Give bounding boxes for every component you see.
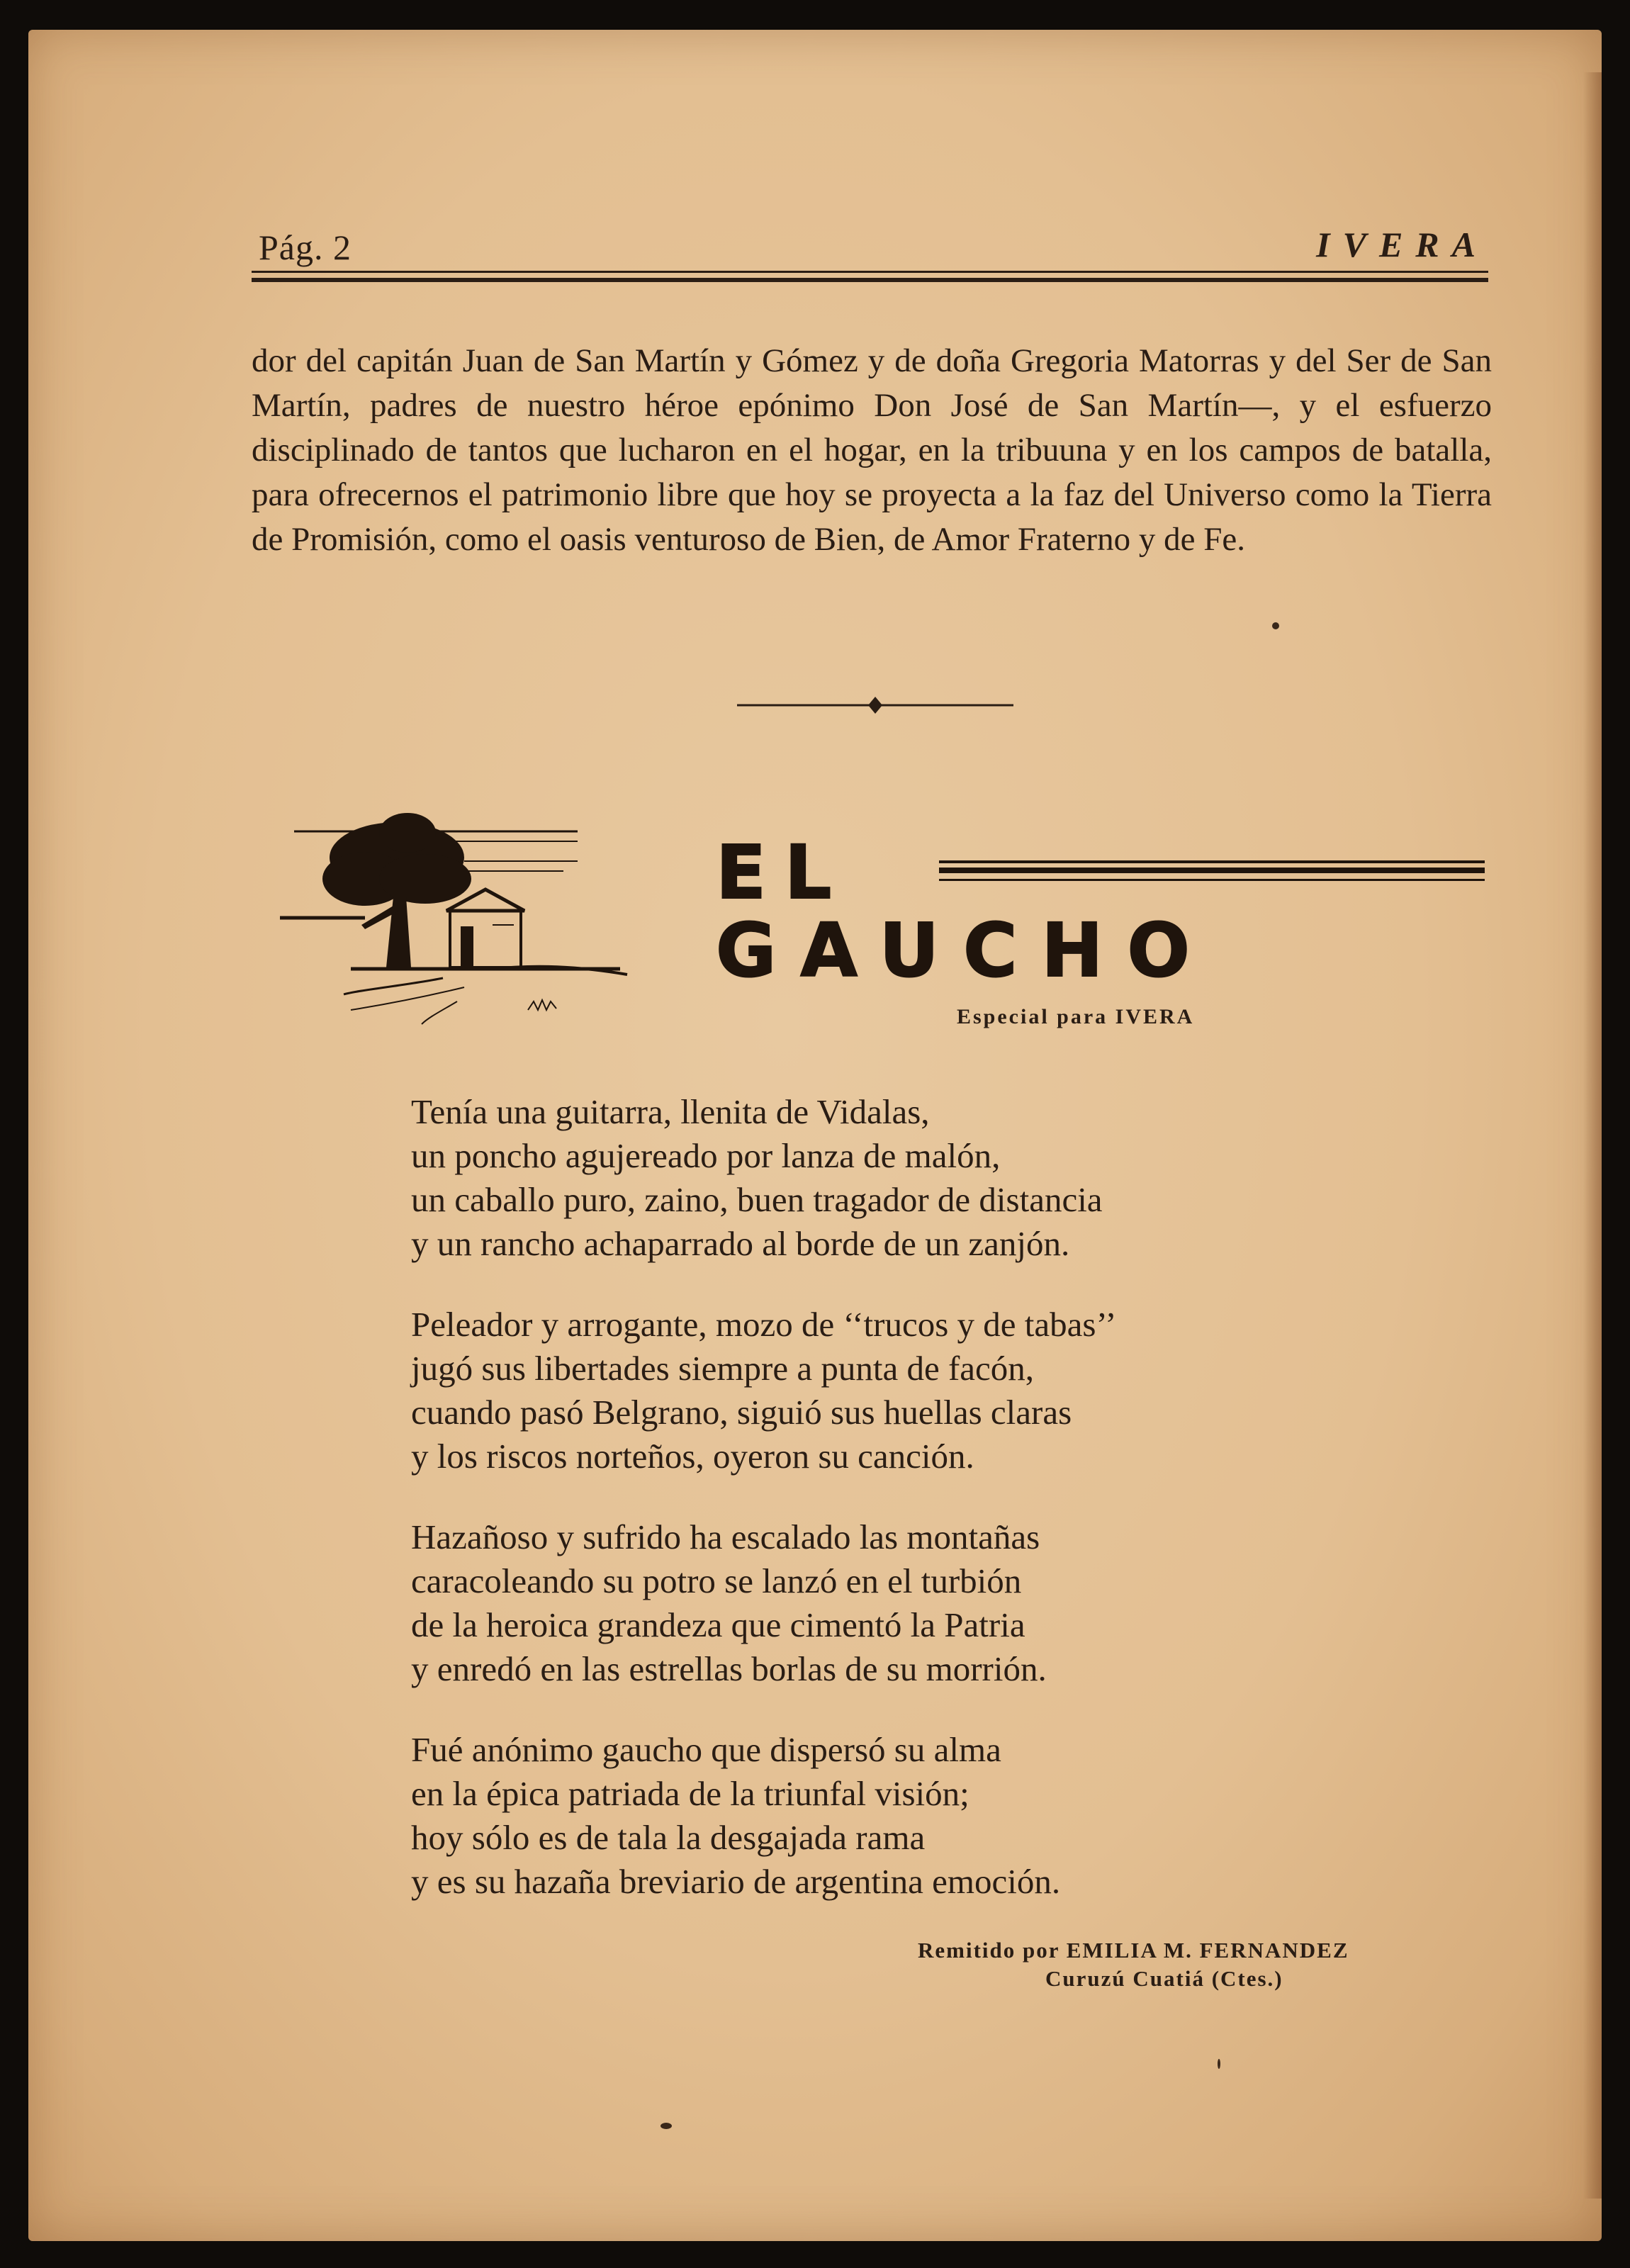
poem-verse: y enredó en las estrellas borlas de su morrión. [411, 1649, 1047, 1688]
poem-stanza [411, 1515, 1389, 1691]
sender-location: Curuzú Cuatiá (Ctes.) [1045, 1966, 1283, 1991]
poem-stanza [411, 1303, 1389, 1478]
section-divider-ornament [737, 691, 1013, 719]
poem-stanza [411, 1090, 1389, 1266]
masthead-title: IVERA [1316, 225, 1488, 264]
sender-name: Remitido por EMILIA M. FERNANDEZ [918, 1938, 1349, 1963]
poem-verse: un poncho agujereado por lanza de malón, [411, 1136, 1001, 1175]
title-rule-bottom [939, 879, 1485, 881]
poem-verse: de la heroica grandeza que cimentó la Patria [411, 1605, 1025, 1644]
poem-verse: y un rancho achaparrado al borde de un zanjón. [411, 1224, 1070, 1263]
sender-credit [918, 1936, 1349, 1993]
poem-title-line1: EL [716, 829, 850, 916]
poem-verse: caracoleando su potro se lanzó en el turbión [411, 1561, 1022, 1600]
header-rule-thick [252, 278, 1488, 282]
ink-speck [1272, 622, 1279, 629]
header-rule-thin [252, 271, 1488, 273]
title-rule-middle [939, 868, 1485, 873]
poem-verse: en la épica patriada de la triunfal visión; [411, 1774, 969, 1813]
page-number: Pág. 2 [259, 228, 352, 267]
gaucho-landscape-illustration [280, 804, 634, 1031]
poem-verse: Fué anónimo gaucho que dispersó su alma [411, 1730, 1001, 1769]
poem-verse: y es su hazaña breviario de argentina emoción. [411, 1862, 1061, 1901]
poem-verse: hoy sólo es de tala la desgajada rama [411, 1818, 926, 1857]
poem-verse: jugó sus libertades siempre a punta de facón, [411, 1349, 1035, 1388]
poem-body [411, 1090, 1389, 1941]
intro-paragraph: dor del capitán Juan de San Martín y Gómez y de doña Gregoria Matorras y del Ser de San Martín, padres de nuestro héroe epónimo Don José de San Martín—, y el esfuerzo disciplinado de tantos que lucharon en el hogar, en la tribuuna y en los campos de batalla, para ofrecernos el patrimonio libre que hoy se proyecta a la faz del Universo como la Tierra de Promisión, como el oasis venturoso de Bien, de Amor Fraterno y de Fe. [252, 342, 1492, 558]
poem-verse: Hazañoso y sufrido ha escalado las montañas [411, 1517, 1040, 1556]
poem-byline: Especial para IVERA [957, 1005, 1195, 1028]
page-header [252, 213, 1488, 269]
poem-stanza [411, 1728, 1389, 1904]
poem-verse: cuando pasó Belgrano, siguió sus huellas claras [411, 1393, 1072, 1432]
page-edge-shadow [1583, 72, 1602, 2199]
poem-verse: Peleador y arrogante, mozo de ‘‘trucos y de tabas’’ [411, 1305, 1117, 1344]
poem-verse: y los riscos norteños, oyeron su canción. [411, 1437, 974, 1476]
ink-speck [661, 2123, 672, 2129]
title-rule-top [939, 860, 1485, 863]
poem-title-line2: GAUCHO [716, 907, 1214, 994]
ink-speck [1218, 2059, 1220, 2069]
poem-verse: un caballo puro, zaino, buen tragador de distancia [411, 1180, 1103, 1219]
poem-verse: Tenía una guitarra, llenita de Vidalas, [411, 1092, 930, 1131]
